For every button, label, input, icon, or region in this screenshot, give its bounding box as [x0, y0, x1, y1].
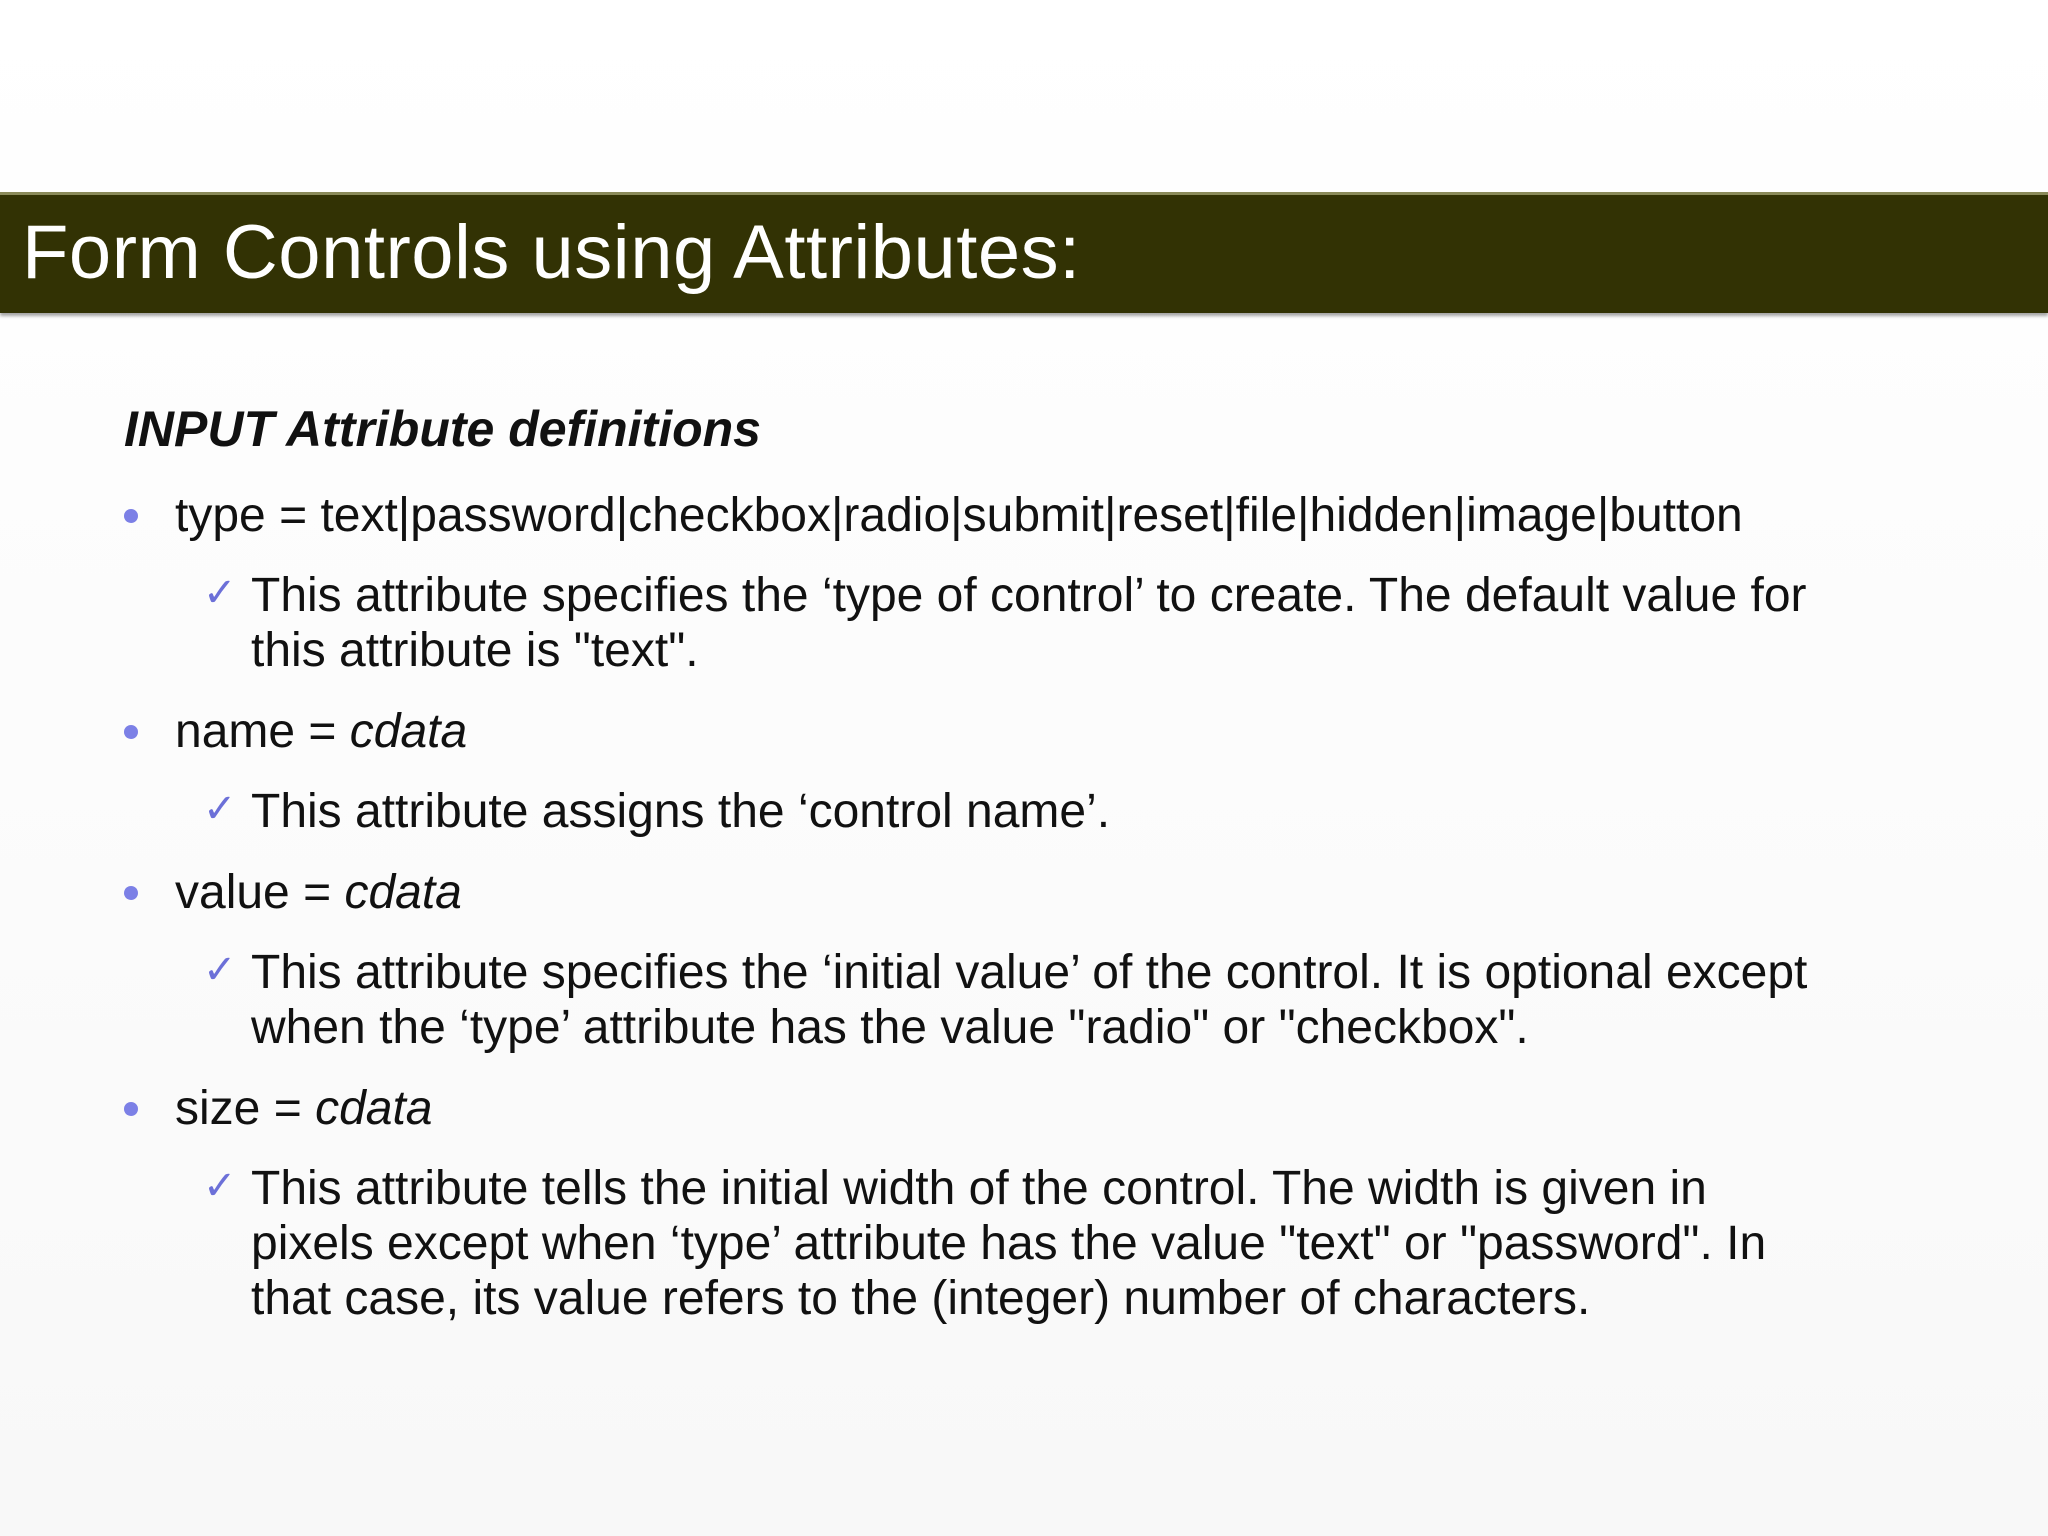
attribute-item-type — [124, 488, 1964, 544]
attribute-item-name — [124, 704, 1964, 760]
attribute-value: text|password|checkbox|radio|submit|reset|file|hidden|image|button — [320, 489, 1743, 542]
attribute-value: cdata — [349, 705, 468, 758]
attribute-name: name = — [175, 705, 350, 758]
attribute-item-value — [124, 865, 1964, 921]
section-subheading: INPUT Attribute definitions — [124, 401, 761, 457]
attribute-name: type = — [175, 489, 321, 542]
title-bar — [0, 192, 2048, 313]
detail-line: This attribute tells the initial width of the control. The width is given in — [251, 1162, 1707, 1215]
attribute-name: size = — [175, 1082, 316, 1135]
attribute-value: cdata — [344, 866, 462, 919]
detail-line: This attribute assigns the ‘control name’. — [251, 785, 1111, 838]
detail-line: this attribute is "text". — [251, 624, 699, 677]
checkmark-icon: ✓ — [203, 786, 237, 832]
bullet-dot-icon — [124, 725, 138, 739]
detail-line: This attribute specifies the ‘type of control’ to create. The default value for — [251, 569, 1807, 622]
slide-content — [124, 396, 1964, 1326]
bullet-dot-icon — [124, 886, 138, 900]
attribute-detail-name — [203, 784, 1964, 839]
attribute-detail-size — [203, 1161, 1964, 1326]
detail-line: when the ‘type’ attribute has the value "radio" or "checkbox". — [251, 1001, 1529, 1054]
detail-line: that case, its value refers to the (integer) number of characters. — [251, 1272, 1591, 1325]
checkmark-icon: ✓ — [203, 1163, 237, 1209]
attribute-detail-type — [203, 568, 1964, 678]
bullet-dot-icon — [124, 1102, 138, 1116]
attribute-detail-value — [203, 945, 1964, 1055]
checkmark-icon: ✓ — [203, 947, 237, 993]
detail-line: This attribute specifies the ‘initial value’ of the control. It is optional except — [251, 946, 1808, 999]
slide-title: Form Controls using Attributes: — [22, 210, 1081, 295]
bullet-dot-icon — [124, 509, 138, 523]
detail-line: pixels except when ‘type’ attribute has the value "text" or "password". In — [251, 1217, 1767, 1270]
attribute-item-size — [124, 1081, 1964, 1137]
attribute-value: cdata — [315, 1082, 433, 1135]
checkmark-icon: ✓ — [203, 570, 237, 616]
attribute-name: value = — [175, 866, 345, 919]
